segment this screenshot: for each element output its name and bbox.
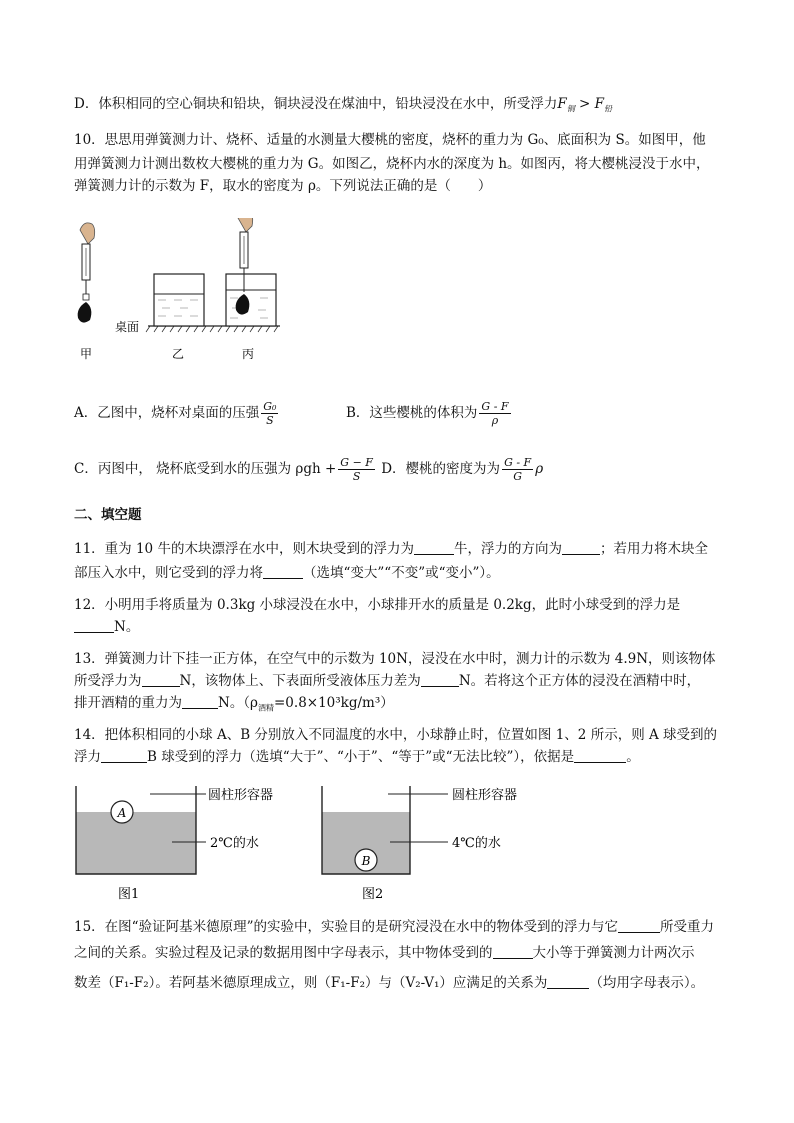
q10-option-a: A．乙图中，烧杯对桌面的压强 $\frac{\text{G₀}}{S}$ — [74, 400, 277, 427]
svg-text:图1: 图1 — [118, 887, 140, 902]
q13-line-2: 所受浮力为 N，该物体上、下表面所受液体压力差为 N。若将这个正方体的浸没在酒精中时， — [74, 673, 701, 689]
q15-line-3: 数差（F₁-F₂）。若阿基米德原理成立，则（F₁-F₂）与（V₂-V₁）应满足的关系为 （均用字母表示）。 — [74, 975, 705, 991]
q11-line-1: 11．重为 10 牛的木块漂浮在水中，则木块受到的浮力为 牛，浮力的方向为 ；若用力将木块全 — [74, 541, 708, 557]
q10-line-3: 弹簧测力计的示数为 F，取水的密度为 ρ。下列说法正确的是（ ） — [74, 178, 492, 194]
q10-line-1: 10．思思用弹簧测力计、烧杯、适量的水测量大樱桃的密度，烧杯的重力为 G₀、底面积为 S。如图甲，他 — [74, 132, 706, 148]
q10-figure — [70, 218, 300, 368]
answer-blank[interactable] — [574, 749, 626, 763]
figure-yi-beaker — [154, 274, 204, 326]
q12-line-1: 12．小明用手将质量为 0.3kg 小球浸没在水中，小球排开水的质量是 0.2kg，此时小球受到的浮力是 — [74, 597, 681, 613]
answer-blank[interactable] — [421, 673, 459, 687]
q9-option-d: D．体积相同的空心铜块和铅块，铜块浸没在煤油中，铅块浸没在水中，所受浮力$F_铜 > F_铅$ — [74, 96, 612, 114]
figure-label-yi: 乙 — [172, 347, 185, 361]
fraction-gf-over-g: $\frac{G - F}{G}$ — [504, 456, 532, 483]
fraction-g0-over-s: $\frac{\text{G₀}}{S}$ — [263, 400, 277, 427]
figure-bing-beaker — [226, 218, 276, 326]
svg-text:圆柱形容器: 圆柱形容器 — [208, 788, 274, 803]
figure-label-jia: 甲 — [80, 347, 93, 361]
fraction-gf-over-s: $\frac{G - F}{S}$ — [340, 456, 373, 483]
fraction-gf-over-rho: $\frac{G - F}{\rho}$ — [481, 400, 509, 427]
svg-text:图2: 图2 — [362, 887, 384, 902]
f-copper: $F_铜$ — [557, 96, 575, 114]
figure-jia-scale — [78, 223, 95, 323]
answer-blank[interactable] — [547, 975, 589, 989]
q13-line-3: 排开酒精的重力为 N。$(\rho_{酒精}=0.8\times 10^3kg/m^3)$ — [74, 695, 394, 713]
q12-line-2: N。 — [74, 618, 139, 636]
q10-option-d: D．樱桃的密度为为 $\frac{G - F}{G}$ ρ — [381, 456, 544, 483]
q10-option-b: B．这些樱桃的体积为 $\frac{G - F}{\rho}$ — [346, 400, 509, 427]
answer-blank[interactable] — [562, 541, 600, 555]
q14-figure-2 — [318, 782, 548, 904]
figure-label-bing: 丙 — [242, 347, 255, 361]
section-title: 二、填空题 — [74, 507, 142, 523]
answer-blank[interactable] — [74, 619, 114, 633]
q15-line-1: 15．在图“验证阿基米德原理”的实验中，实验目的是研究浸没在水中的物体受到的浮力与它 所受重力 — [74, 919, 714, 935]
svg-text:2℃的水: 2℃的水 — [210, 836, 259, 851]
svg-text:A: A — [117, 806, 127, 820]
answer-blank[interactable] — [101, 749, 147, 763]
q11-line-2: 部压入水中，则它受到的浮力将 （选填“变大”“不变”或“变小”）。 — [74, 565, 500, 581]
answer-blank[interactable] — [493, 945, 533, 959]
q10-option-c: C．丙图中， 烧杯底受到水的压强为 ρgh + $\frac{G - F}{S}$ D．樱桃的密度为为 $\frac{G - F}{G}$ ρ — [74, 456, 544, 483]
svg-text:4℃的水: 4℃的水 — [452, 836, 501, 851]
q14-line-1: 14．把体积相同的小球 A、B 分别放入不同温度的水中，小球静止时，位置如图 1、2 所示，则 A 球受到的 — [74, 727, 718, 743]
answer-blank[interactable] — [182, 695, 218, 709]
svg-text:圆柱形容器: 圆柱形容器 — [452, 788, 518, 803]
svg-text:B: B — [361, 854, 371, 868]
q13-line-1: 13．弹簧测力计下挂一正方体，在空气中的示数为 10N，浸没在水中时，测力计的示数为 4.9N，则该物体 — [74, 651, 716, 667]
q14-line-2: 浮力 B 球受到的浮力（选填“大于”、“小于”、“等于”或“无法比较”），依据是 。 — [74, 749, 640, 765]
answer-blank[interactable] — [263, 565, 303, 579]
q14-figure-1 — [72, 782, 302, 904]
q15-line-2: 之间的关系。实验过程及记录的数据用图中字母表示，其中物体受到的 大小等于弹簧测力计两次示 — [74, 945, 695, 961]
answer-blank[interactable] — [414, 541, 454, 555]
answer-blank[interactable] — [618, 919, 660, 933]
f-lead: $F_铅$ — [594, 96, 612, 114]
q10-line-2: 用弹簧测力计测出数枚大樱桃的重力为 G。如图乙，烧杯内水的深度为 h。如图丙，将大樱桃浸没于水中， — [74, 156, 710, 172]
answer-blank[interactable] — [142, 673, 180, 687]
desk-label: 桌面 — [115, 320, 140, 334]
